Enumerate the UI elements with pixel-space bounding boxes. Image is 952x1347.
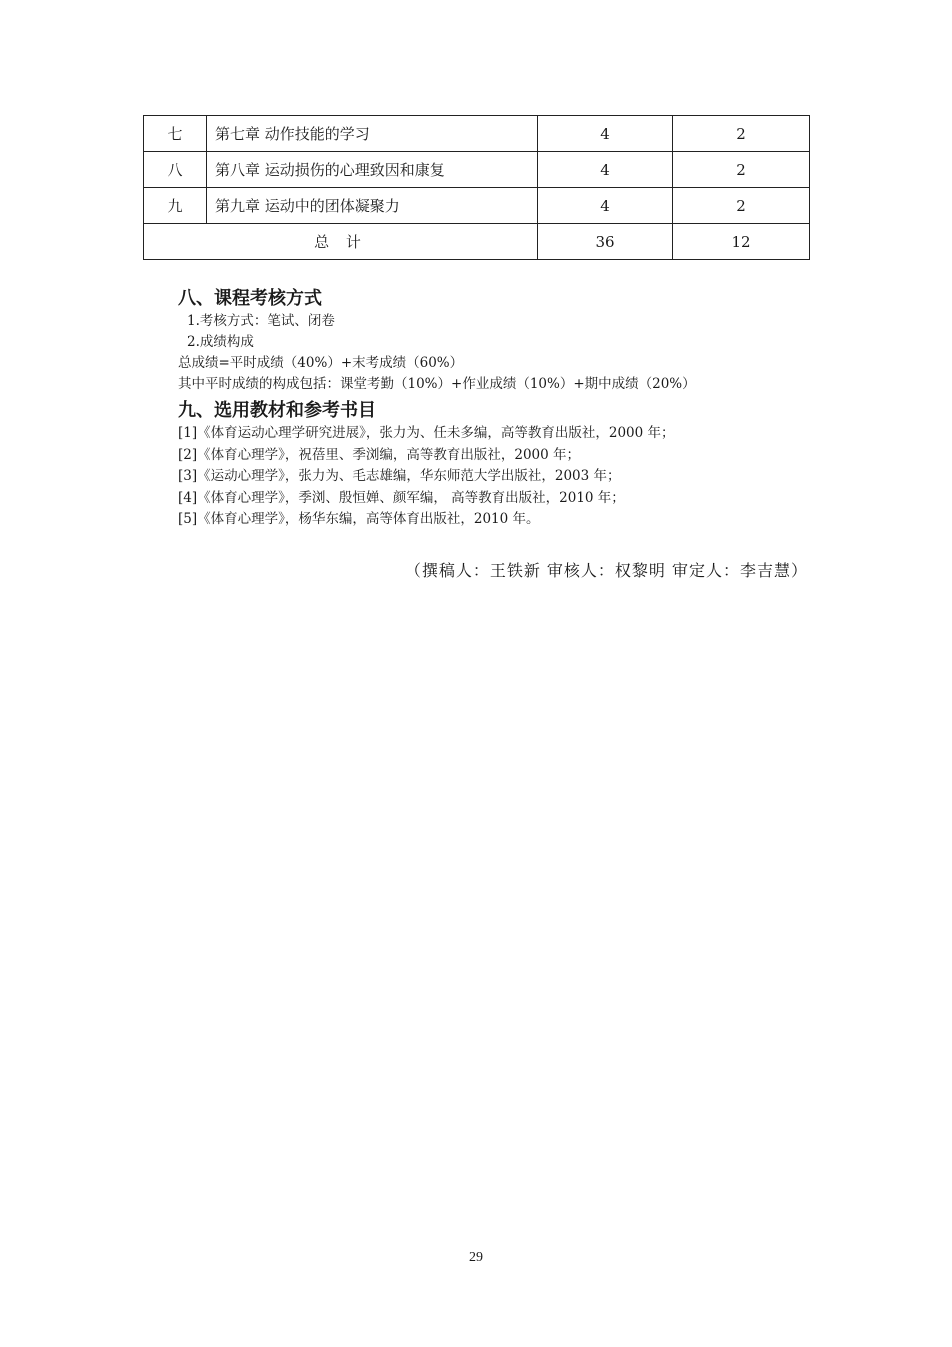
authors-signature: （撰稿人：王铁新 审核人：权黎明 审定人：李吉慧） bbox=[404, 561, 808, 580]
hours-a: 4 bbox=[538, 152, 673, 188]
grade-formula: 总成绩=平时成绩（40%）+末考成绩（60%） bbox=[178, 355, 464, 371]
table-row bbox=[144, 116, 810, 152]
total-label: 总 计 bbox=[144, 224, 538, 260]
hours-a: 4 bbox=[538, 188, 673, 224]
table-row bbox=[144, 152, 810, 188]
reference-item: [2]《体育心理学》，祝蓓里、季浏编，高等教育出版社，2000 年； bbox=[178, 446, 581, 463]
hours-b: 2 bbox=[673, 188, 810, 224]
page-number: 29 bbox=[469, 1250, 483, 1265]
table-total-row bbox=[144, 224, 810, 260]
chapter-number: 八 bbox=[144, 152, 207, 188]
chapter-hours-table bbox=[143, 115, 810, 260]
assessment-section bbox=[178, 287, 818, 395]
hours-b: 2 bbox=[673, 152, 810, 188]
total-hours-b: 12 bbox=[673, 224, 810, 260]
chapter-number: 七 bbox=[144, 116, 207, 152]
hours-a: 4 bbox=[538, 116, 673, 152]
chapter-title: 第七章 动作技能的学习 bbox=[207, 116, 538, 152]
grade-composition-label: 2.成绩构成 bbox=[187, 334, 254, 350]
assessment-heading: 八、课程考核方式 bbox=[178, 288, 322, 309]
textbooks-heading: 九、选用教材和参考书目 bbox=[178, 400, 376, 421]
total-hours-a: 36 bbox=[538, 224, 673, 260]
reference-item: [1]《体育运动心理学研究进展》，张力为、任未多编，高等教育出版社，2000 年； bbox=[178, 425, 675, 441]
reference-item: [4]《体育心理学》，季浏、殷恒婵、颜军编， 高等教育出版社，2010 年； bbox=[178, 489, 625, 506]
chapter-number: 九 bbox=[144, 188, 207, 224]
regular-grade-detail: 其中平时成绩的构成包括：课堂考勤（10%）+作业成绩（10%）+期中成绩（20%） bbox=[178, 376, 696, 392]
hours-b: 2 bbox=[673, 116, 810, 152]
chapter-title: 第九章 运动中的团体凝聚力 bbox=[207, 188, 538, 224]
assessment-method: 1.考核方式：笔试、闭卷 bbox=[187, 313, 335, 329]
chapter-title: 第八章 运动损伤的心理致因和康复 bbox=[207, 152, 538, 188]
reference-item: [5]《体育心理学》，杨华东编，高等体育出版社，2010 年。 bbox=[178, 511, 540, 527]
reference-item: [3]《运动心理学》，张力为、毛志雄编，华东师范大学出版社，2003 年； bbox=[178, 468, 621, 484]
table-row bbox=[144, 188, 810, 224]
textbooks-section bbox=[178, 399, 818, 531]
